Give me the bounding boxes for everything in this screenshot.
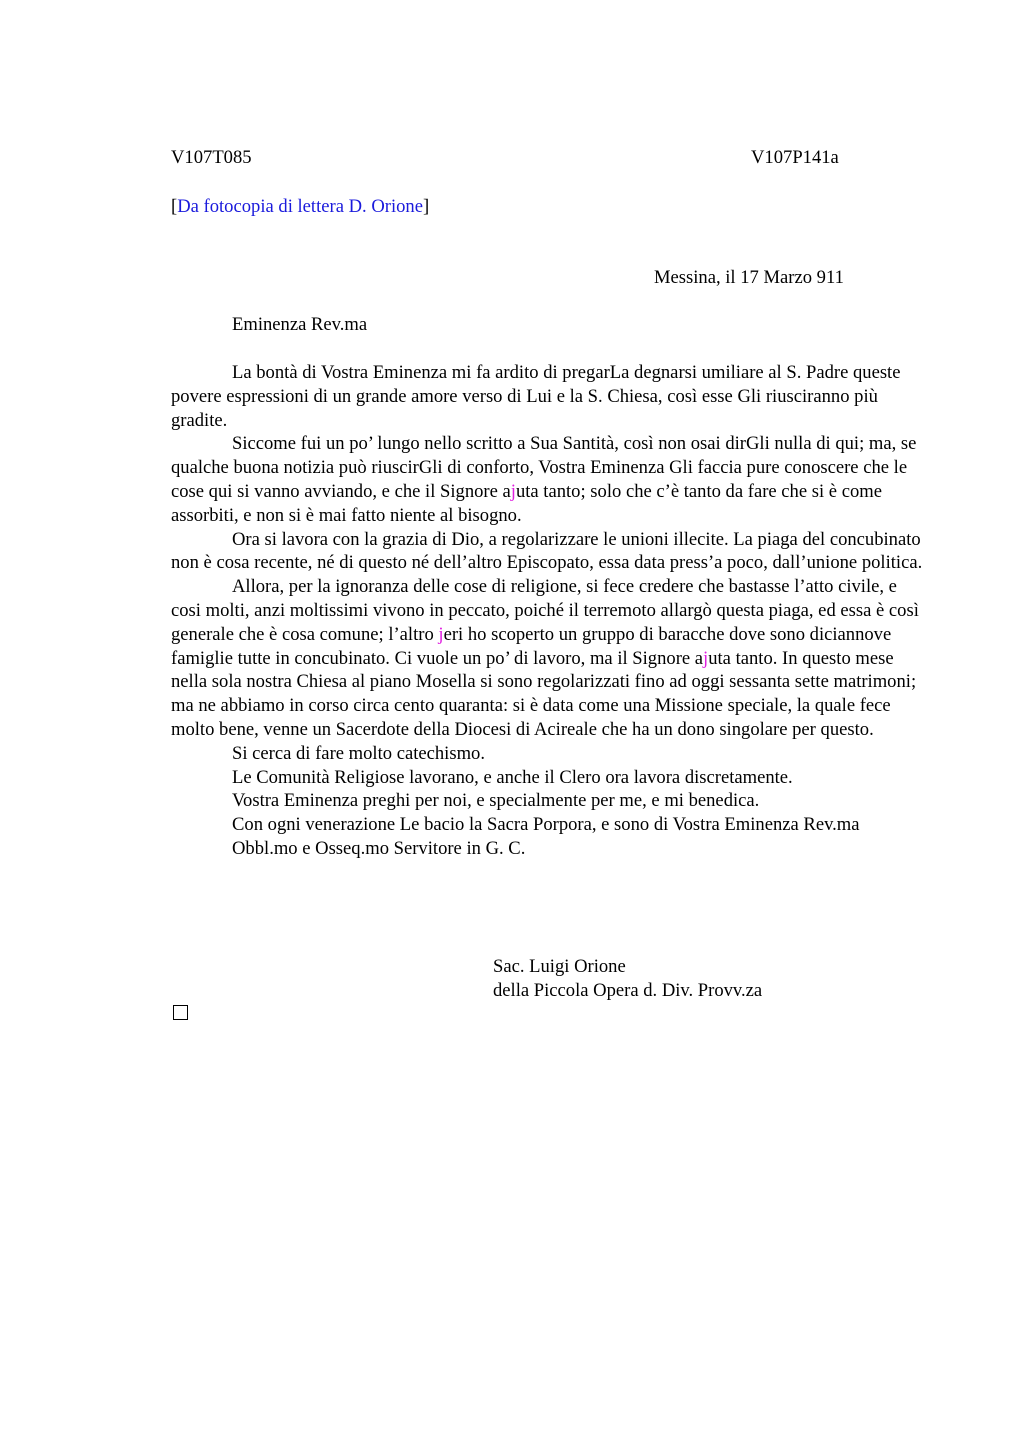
paragraph-2-part-b: uta tanto; solo che c’è tanto da fare che si è come assorbiti, e non si è mai fatto niente al bisogno. [171,480,882,526]
paragraph-2-part-a: Siccome fui un po’ lungo nello scritto a Sua Santità, così non osai dirGli nulla di qui; ma, se qualche buona notizia può riuscirGli di conforto, Vostra Eminenza Gli faccia pure conoscere che le cose qui si vanno avviando, e che il Signore a [171,433,917,502]
highlighted-letter: j [703,647,709,669]
paragraph-3: Ora si lavora con la grazia di Dio, a regolarizzare le unioni illecite. La piaga del concubinato non è cosa recente, né di questo né dell’altro Episcopato, essa data press’a poco, dall’unione politica. [171,528,923,574]
paragraph-1: La bontà di Vostra Eminenza mi fa ardito di pregarLa degnarsi umiliare al S. Padre queste povere espressioni di un grande amore verso di Lui e la S. Chiesa, così esse Gli riusciranno più gradite. [171,362,901,431]
paragraph-4-part-c: uta tanto. In questo mese nella sola nostra Chiesa al piano Mosella si sono regolarizzati fino ad oggi sessanta sette matrimoni; ma ne abbiamo in corso circa cento quaranta: si è data come una Missione speciale, la quale fece molto bene, venne un Sacerdote della Diocesi di Acireale che ha un dono singolare per questo. [171,647,917,740]
paragraph-4 [171,575,931,742]
source-bracket-open: [ [171,196,178,217]
paragraph-4-part-b: eri ho scoperto un gruppo di baracche dove sono diciannove famiglie tutte in concubinato. Ci vuole un po’ di lavoro, ma il Signore a [171,623,892,669]
signature-name: Sac. Luigi Orione [493,956,626,977]
source-bracket-close: ] [422,196,430,217]
empty-square-icon [173,1005,188,1020]
letter-salutation: Eminenza Rev.ma [232,314,368,335]
paragraph-7: Vostra Eminenza preghi per noi, e specialmente per me, e mi benedica. [232,790,760,812]
paragraph-4-part-a: Allora, per la ignoranza delle cose di religione, si fece credere che bastasse l’atto civile, e cosi molti, anzi moltissimi vivono in peccato, poiché il terremoto allargò questa piaga, ed essa è così generale che è cosa comune; l’altro [171,576,919,645]
signature-title: della Piccola Opera d. Div. Provv.za [493,979,763,1001]
letter-body [171,361,931,861]
document-code-right: V107P141a [751,147,839,168]
highlighted-letter: j [438,623,444,645]
closing-line: Obbl.mo e Osseq.mo Servitore in G. C. [232,837,526,859]
paragraph-2 [171,432,931,527]
source-note [171,195,429,219]
signature-block [493,955,762,1003]
paragraph-5: Si cerca di fare molto catechismo. [232,742,485,764]
highlighted-letter: j [510,480,516,502]
paragraph-6: Le Comunità Religiose lavorano, e anche il Clero ora lavora discretamente. [232,766,793,788]
document-code-left: V107T085 [171,147,252,168]
source-text: Da fotocopia di lettera D. Orione [177,196,423,217]
letter-date: Messina, il 17 Marzo 911 [654,267,844,288]
paragraph-8: Con ogni venerazione Le bacio la Sacra Porpora, e sono di Vostra Eminenza Rev.ma [232,814,860,836]
